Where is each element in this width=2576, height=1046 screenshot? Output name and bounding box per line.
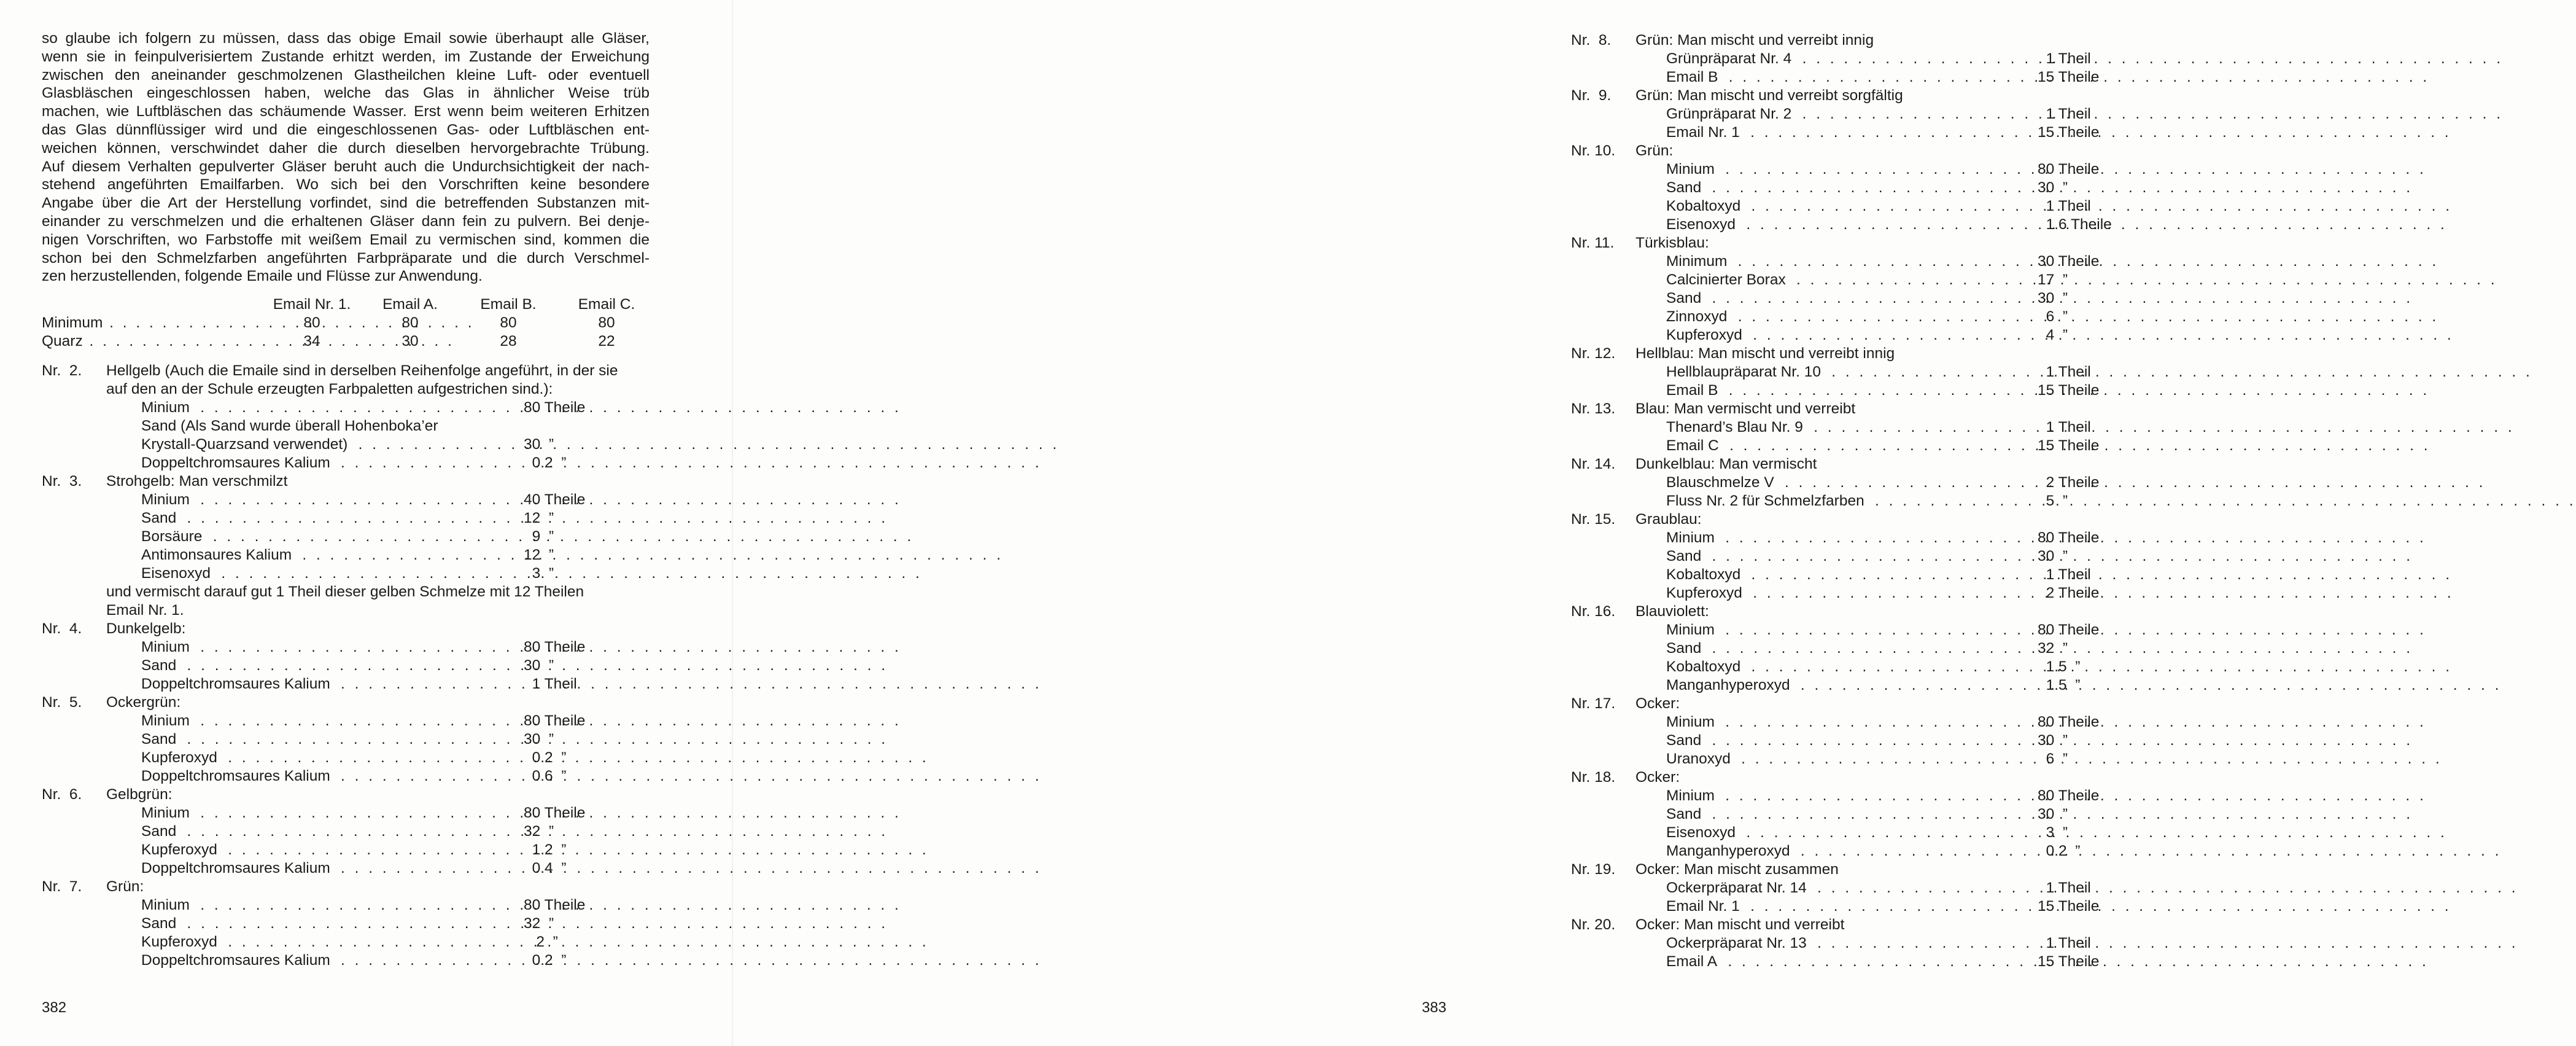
table-cell: 30	[402, 333, 419, 349]
ingredient-name-cell	[1666, 529, 2035, 547]
ingredient-name-cell	[1666, 198, 2035, 215]
recipe	[42, 473, 584, 620]
ingredient-name-cell	[141, 915, 519, 932]
recipe-number: Nr. 10.	[1571, 142, 1616, 159]
ingredient-amount: 1 Theil	[2038, 566, 2091, 583]
table-cell: 34	[303, 333, 320, 349]
ingredient-name: Sand	[1666, 179, 1705, 196]
ingredient-name-cell	[141, 731, 519, 748]
recipe-title: Grün: Man mischt und verreibt sorgfältig	[1635, 87, 1903, 104]
ingredient-name: Email B	[1666, 382, 1721, 399]
recipe-number: Nr. 7.	[42, 878, 82, 895]
table-cell: 28	[500, 333, 517, 349]
ingredient-amount: 2 Theile	[2038, 585, 2100, 601]
recipe-title: Hellgelb (Auch die Emaile sind in derselben Reihenfolge angeführt, in der sie	[106, 362, 618, 379]
recipe-title: Blauviolett:	[1635, 603, 1709, 620]
ingredient-name-cell	[1666, 437, 2035, 455]
ingredient-name: Doppeltchromsaures Kalium	[141, 952, 334, 969]
ingredient-amount: 32 ”	[524, 915, 554, 932]
ingredient-amount: 80 Theile	[2038, 622, 2100, 638]
ingredient-name: Sand	[141, 915, 180, 932]
ingredient-name: Doppeltchromsaures Kalium	[141, 676, 334, 692]
recipe-title: Ocker: Man mischt und verreibt	[1635, 916, 1845, 933]
ingredient-name-cell	[1666, 493, 2035, 510]
ingredient-name: Grünpräparat Nr. 4	[1666, 50, 1795, 67]
ingredient-name: Ockerpräparat Nr. 13	[1666, 935, 1810, 951]
recipe-heading	[42, 694, 584, 712]
recipe	[42, 620, 584, 694]
paragraph-line: Glasbläschen eingeschlossen haben, welche das Glas in ähnlicher Weise trüb	[42, 85, 650, 102]
ingredient-amount: 80 Theile	[2038, 529, 2100, 546]
recipe-heading	[42, 620, 584, 639]
ingredient-amount: 0.4 ”	[524, 860, 567, 876]
recipe	[42, 786, 584, 878]
ingredient-name: Sand	[141, 657, 180, 674]
paragraph-line: das Glas dünnflüssiger wird und die eingeschlossenen Gas- oder Luftbläschen ent-	[42, 121, 650, 138]
ingredient-name: Eisenoxyd	[141, 565, 214, 582]
paragraph-line: stehend angeführten Emailfarben. Wo sich bei den Vorschriften keine besondere	[42, 176, 650, 193]
ingredient-name: Sand	[1666, 290, 1705, 306]
ingredient-amount: 40 Theile	[524, 491, 586, 508]
ingredient-name-cell	[1666, 714, 2035, 731]
ingredient-amount: 4 ”	[2038, 327, 2068, 343]
ingredient-row	[42, 639, 584, 657]
ingredient-amount: 12 ”	[524, 510, 554, 526]
ingredient-row	[42, 712, 584, 731]
ingredient-amount: 30 ”	[2038, 548, 2068, 564]
ingredient-name-cell	[1666, 787, 2035, 805]
ingredient-name-cell	[1666, 364, 2035, 381]
ingredient-name-cell	[141, 436, 519, 453]
ingredient-amount: 15 Theile	[2038, 898, 2100, 915]
ingredient-name: Kupferoxyd	[141, 934, 221, 950]
paragraph-line: weichen können, verschwindet daher die durch dieselben hervorgebrachte Trübung.	[42, 139, 650, 157]
recipe-title: Dunkelgelb:	[106, 620, 186, 637]
ingredient-amount: 30 ”	[524, 436, 554, 453]
ingredient-name-cell	[1666, 622, 2035, 639]
recipe-number: Nr. 2.	[42, 362, 82, 379]
ingredient-row	[42, 749, 584, 768]
ingredient-name: Email A	[1666, 953, 1721, 970]
ingredient-row	[42, 436, 584, 455]
recipe-number: Nr. 14.	[1571, 456, 1616, 472]
ingredient-name: Minium	[141, 399, 193, 416]
ingredient-name: Kobaltoxyd	[1666, 198, 1744, 214]
ingredient-name: Uranoxyd	[1666, 751, 1734, 767]
ingredient-name: Fluss Nr. 2 für Schmelzfarben	[1666, 493, 1868, 509]
table-cell: 80	[303, 314, 320, 331]
ingredient-name-cell	[1666, 566, 2035, 583]
recipe-number: Nr. 18.	[1571, 769, 1616, 786]
ingredient-amount: 1 Theil	[2038, 106, 2091, 122]
ingredient-amount: 80 Theile	[2038, 714, 2100, 730]
ingredient-amount: 0.2 ”	[2038, 843, 2081, 859]
ingredient-amount: 1 Theil	[2038, 419, 2091, 435]
ingredient-name-cell	[1666, 824, 2035, 841]
ingredient-name-cell	[141, 712, 519, 730]
ingredient-name-cell	[1666, 69, 2035, 86]
ingredient-name: Minium	[1666, 787, 1718, 804]
page-number: 383	[1421, 999, 1446, 1016]
recipe-title: Ocker:	[1635, 769, 1680, 786]
ingredient-amount: 3 ”	[2038, 824, 2068, 841]
intro-paragraph	[42, 29, 650, 286]
ingredient-name-cell	[141, 510, 519, 527]
ingredient-name: Hellblaupräparat Nr. 10	[1666, 364, 1825, 380]
ingredient-name-cell	[1666, 50, 2035, 68]
ingredient-amount: 2 ”	[524, 934, 558, 950]
recipe-number: Nr. 12.	[1571, 345, 1616, 362]
ingredient-name-cell	[1666, 658, 2035, 676]
recipe	[42, 362, 618, 473]
ingredient-name-cell	[1666, 161, 2035, 178]
ingredient-amount: 1.2 ”	[524, 841, 567, 858]
recipe-number: Nr. 19.	[1571, 861, 1616, 878]
ingredient-name: Sand	[141, 510, 180, 526]
ingredient-amount: 30 ”	[524, 731, 554, 747]
ingredient-name-cell	[1666, 179, 2035, 197]
recipe-title: Dunkelblau: Man vermischt	[1635, 456, 1817, 472]
ingredient-row	[42, 676, 584, 694]
recipe-number: Nr. 17.	[1571, 695, 1616, 712]
recipe-title-continued	[42, 381, 584, 399]
ingredient-name: Kupferoxyd	[141, 749, 221, 766]
ingredient-name: Krystall-Quarzsand verwendet)	[141, 436, 351, 453]
ingredient-name-cell	[141, 528, 519, 545]
paragraph-line: so glaube ich folgern zu müssen, dass das obige Email sowie überhaupt alle Gläser,	[42, 30, 650, 47]
ingredient-name: Kupferoxyd	[1666, 585, 1746, 601]
ingredient-name: Email C	[1666, 437, 1723, 454]
ingredient-amount: 17 ”	[2038, 271, 2068, 288]
ingredient-row	[42, 731, 584, 749]
ingredient-amount: 3 ”	[524, 565, 554, 582]
ingredient-name-cell	[141, 823, 519, 840]
recipe-title: Blau: Man vermischt und verreibt	[1635, 400, 1856, 417]
recipe	[42, 694, 584, 786]
ingredient-name: Doppeltchromsaures Kalium	[141, 455, 334, 471]
paragraph-line: wenn sie in feinpulverisiertem Zustande erhitzt werden, im Zustande der Erweichung	[42, 48, 650, 65]
ingredient-name: Sand	[141, 823, 180, 840]
ingredient-name: Manganhyperoxyd	[1666, 843, 1794, 859]
recipe-heading	[42, 878, 584, 897]
ingredient-name-cell	[141, 455, 519, 472]
ingredient-name: Minium	[141, 897, 193, 913]
ingredient-amount: 15 Theile	[2038, 437, 2100, 454]
page-number: 382	[42, 999, 67, 1016]
paragraph-line: machen, wie Luftbläschen das schäumende Wasser. Erst wenn beim weiteren Erhitzen	[42, 103, 650, 120]
ingredient-name-cell	[1666, 935, 2035, 952]
table-cell: 80	[500, 314, 517, 331]
recipe-title: Hellblau: Man mischt und verreibt innig	[1635, 345, 1895, 362]
ingredient-name-cell	[141, 841, 519, 859]
ingredient-name: Email B	[1666, 69, 1721, 85]
table-header: Email A.	[382, 296, 438, 313]
recipe-list-left	[42, 362, 618, 970]
ingredient-name-cell	[1666, 308, 2035, 326]
ingredient-amount: 80 Theile	[524, 805, 586, 821]
ingredient-amount: 0.2 ”	[524, 455, 567, 471]
ingredient-amount: 1 Theil	[2038, 935, 2091, 951]
recipe-title: Strohgelb: Man verschmilzt	[106, 473, 288, 490]
ingredient-name: Blauschmelze V	[1666, 474, 1778, 491]
ingredient-row	[42, 547, 584, 565]
recipe-title: Grün:	[1635, 142, 1674, 159]
ingredient-name-cell	[1666, 419, 2035, 436]
ingredient-name-cell	[141, 897, 519, 914]
ingredient-name: Sand	[1666, 806, 1705, 822]
recipe-number: Nr. 8.	[1571, 32, 1612, 49]
ingredient-row	[42, 823, 584, 841]
ingredient-name-cell	[1666, 290, 2035, 307]
recipe-heading	[42, 786, 584, 805]
recipe-title: Grün:	[106, 878, 144, 895]
row-label: Quarz . . .	[42, 333, 275, 350]
recipe-number: Nr. 15.	[1571, 511, 1616, 528]
ingredient-name: Kupferoxyd	[1666, 327, 1746, 343]
ingredient-name-cell	[141, 952, 519, 969]
ingredient-amount: 30 ”	[2038, 290, 2068, 306]
ingredient-amount: 80 Theile	[2038, 161, 2100, 178]
ingredient-name: Email Nr. 1	[1666, 124, 1744, 141]
ingredient-name: Eisenoxyd	[1666, 216, 1739, 233]
paragraph-line: einander zu verschmelzen und die erhaltenen Gläser dann fein zu pulvern. Bei denje-	[42, 213, 650, 230]
ingredient-name-cell	[1666, 585, 2035, 602]
recipe-title: Ocker:	[1635, 695, 1680, 712]
recipe-title: Ockergrün:	[106, 694, 181, 711]
row-label: Minimum . . .	[42, 314, 275, 332]
ingredient-name-cell	[141, 768, 519, 785]
ingredient-name-cell	[1666, 806, 2035, 823]
ingredient-name-cell	[1666, 124, 2035, 141]
ingredient-amount: 80 Theile	[524, 897, 586, 913]
ingredient-amount: 80 Theile	[524, 712, 586, 729]
ingredient-name-cell	[1666, 751, 2035, 768]
ingredient-name: Minium	[141, 712, 193, 729]
ingredient-name-cell	[1666, 548, 2035, 565]
ingredient-row	[42, 805, 584, 823]
ingredient-row	[42, 418, 584, 436]
ingredient-amount: 1 Theil	[2038, 880, 2091, 896]
ingredient-row	[42, 768, 584, 786]
ingredient-name-cell	[141, 860, 519, 877]
ingredient-row	[42, 952, 584, 970]
table-header: Email Nr. 1.	[273, 296, 351, 313]
table-cell: 80	[598, 314, 615, 331]
recipe-title-line: auf den an der Schule erzeugten Farbpaletten aufgestrichen sind.):	[106, 381, 553, 397]
ingredient-name-cell	[1666, 382, 2035, 399]
ingredient-amount: 2 Theile	[2038, 474, 2100, 491]
ingredient-amount: 15 Theile	[2038, 124, 2100, 141]
ingredient-amount: 32 ”	[2038, 640, 2068, 657]
ingredient-amount: 15 Theile	[2038, 953, 2100, 970]
ingredient-name-cell	[141, 399, 519, 416]
ingredient-name-cell	[141, 676, 519, 693]
ingredient-row	[42, 897, 584, 915]
recipe	[42, 878, 584, 970]
ingredient-name-cell	[1666, 271, 2035, 289]
recipe-title: Graublau:	[1635, 511, 1702, 528]
ingredient-name: Sand	[1666, 548, 1705, 564]
ingredient-name-cell	[141, 565, 519, 582]
recipe-heading	[42, 473, 584, 491]
ingredient-row	[42, 657, 584, 676]
recipe-title: Ocker: Man mischt zusammen	[1635, 861, 1839, 878]
recipe-number: Nr. 13.	[1571, 400, 1616, 417]
ingredient-name-cell	[1666, 677, 2035, 694]
recipe-note: Email Nr. 1.	[106, 602, 184, 619]
ingredient-name: Sand (Als Sand wurde überall Hohenboka’er	[141, 418, 442, 434]
ingredient-name: Minium	[1666, 161, 1718, 178]
recipe-number: Nr. 20.	[1571, 916, 1616, 933]
ingredient-amount: 30 ”	[2038, 179, 2068, 196]
ingredient-name-cell	[141, 657, 519, 674]
ingredient-amount: 12 ”	[524, 547, 554, 563]
ingredient-name-cell	[1666, 327, 2035, 344]
ingredient-name: Minium	[141, 639, 193, 655]
ingredient-amount: 80 Theile	[524, 639, 586, 655]
ingredient-name-cell	[1666, 253, 2035, 270]
ingredient-name-cell	[1666, 106, 2035, 123]
recipe-number: Nr. 16.	[1571, 603, 1616, 620]
ingredient-name: Sand	[1666, 640, 1705, 657]
ingredient-name: Minium	[1666, 529, 1718, 546]
ingredient-name: Kobaltoxyd	[1666, 566, 1744, 583]
ingredient-name-cell	[141, 639, 519, 656]
recipe-note: und vermischt darauf gut 1 Theil dieser gelben Schmelze mit 12 Theilen	[106, 583, 584, 600]
ingredient-name: Kobaltoxyd	[1666, 658, 1744, 675]
paragraph-line: Angabe über die Art der Herstellung vorfindet, sind die betreffenden Substanzen mit-	[42, 195, 650, 212]
ingredient-amount: 1 Theil	[2038, 198, 2091, 214]
ingredient-name: Eisenoxyd	[1666, 824, 1739, 841]
table-cell: 80	[402, 314, 419, 331]
ingredient-row	[42, 528, 584, 547]
ingredient-name: Kupferoxyd	[141, 841, 221, 858]
ingredient-amount: 15 Theile	[2038, 382, 2100, 399]
ingredient-amount: 32 ”	[524, 823, 554, 840]
ingredient-name: Calcinierter Borax	[1666, 271, 1790, 288]
ingredient-name: Sand	[1666, 732, 1705, 749]
ingredient-amount: 6 ”	[2038, 751, 2068, 767]
ingredient-amount: 80 Theile	[2038, 787, 2100, 804]
ingredient-row	[42, 860, 584, 878]
ingredient-name-cell	[141, 934, 519, 951]
paragraph-line: nigen Vorschriften, wo Farbstoffe mit weißem Email zu vermischen sind, kommen die	[42, 231, 650, 248]
ingredient-name: Thenard’s Blau Nr. 9	[1666, 419, 1807, 435]
ingredient-name-cell	[1666, 898, 2035, 915]
ingredient-name-cell	[1666, 843, 2035, 860]
ingredient-amount: 0.2 ”	[524, 952, 567, 969]
ingredient-name: Borsäure	[141, 528, 206, 545]
ingredient-name-cell	[1666, 732, 2035, 749]
ingredient-name-cell	[1666, 216, 2035, 233]
paragraph-line: schon bei den Schmelzfarben angeführten Farbpräparate und die durch Verschmel-	[42, 249, 650, 267]
ingredient-name: Doppeltchromsaures Kalium	[141, 768, 334, 784]
ingredient-name: Antimonsaures Kalium	[141, 547, 295, 563]
table-cell: 22	[598, 333, 615, 349]
ingredient-row	[42, 455, 584, 473]
ingredient-amount: 1.5 ”	[2038, 677, 2081, 693]
recipe-number: Nr. 11.	[1571, 235, 1615, 251]
ingredient-name: Sand	[141, 731, 180, 747]
ingredient-amount: 5 ”	[2038, 493, 2068, 509]
ingredient-amount: 15 Theile	[2038, 69, 2100, 85]
ingredient-name-cell	[141, 491, 519, 509]
ingredient-name: Ockerpräparat Nr. 14	[1666, 880, 1810, 896]
table-header: Email B.	[480, 296, 537, 313]
paragraph-line: zen herzustellenden, folgende Emaile und Flüsse zur Anwendung.	[42, 268, 483, 285]
recipe-title: Grün: Man mischt und verreibt innig	[1635, 32, 1874, 49]
ingredient-amount: 30 ”	[2038, 732, 2068, 749]
ingredient-name-cell	[1666, 953, 2035, 970]
ingredient-amount: 30 Theile	[2038, 253, 2100, 270]
ingredient-row	[42, 841, 584, 860]
ingredient-name-cell	[1666, 880, 2035, 897]
ingredient-amount: 9 ”	[524, 528, 554, 545]
ingredient-name-cell	[141, 547, 519, 564]
paragraph-line: Auf diesem Verhalten gepulverter Gläser beruht auch die Undurchsichtigkeit der nach-	[42, 158, 650, 175]
ingredient-name: Zinnoxyd	[1666, 308, 1731, 325]
ingredient-amount: 1 Theil	[2038, 50, 2091, 67]
ingredient-row	[42, 915, 584, 934]
ingredient-name-cell	[141, 418, 519, 435]
ingredient-name: Minimum	[1666, 253, 1731, 270]
ingredient-amount: 0.2 ”	[524, 749, 567, 766]
ingredient-amount: 30 ”	[2038, 806, 2068, 822]
recipe-number: Nr. 6.	[42, 786, 82, 803]
ingredient-row	[42, 399, 584, 418]
ingredient-name: Minium	[1666, 622, 1718, 638]
ingredient-amount: 1.6 Theile	[2038, 216, 2112, 233]
ingredient-amount: 6 ”	[2038, 308, 2068, 325]
ingredient-row	[42, 565, 584, 583]
recipe-title: Türkisblau:	[1635, 235, 1709, 251]
ingredient-name-cell	[1666, 474, 2035, 491]
ingredient-name: Grünpräparat Nr. 2	[1666, 106, 1795, 122]
ingredient-amount: 0.6 ”	[524, 768, 567, 784]
left-page	[0, 0, 732, 1046]
ingredient-amount: 30 ”	[524, 657, 554, 674]
ingredient-name: Manganhyperoxyd	[1666, 677, 1794, 693]
ingredient-row	[42, 934, 584, 952]
recipe-number: Nr. 4.	[42, 620, 82, 637]
ingredient-amount: 80 Theile	[524, 399, 586, 416]
ingredient-name-cell	[141, 805, 519, 822]
recipe-number: Nr. 3.	[42, 473, 82, 490]
ingredient-row	[42, 510, 584, 528]
table-header: Email C.	[578, 296, 635, 313]
recipe-title: Gelbgrün:	[106, 786, 173, 803]
ingredient-name-cell	[1666, 640, 2035, 657]
ingredient-name: Minium	[1666, 714, 1718, 730]
ingredient-name-cell	[141, 749, 519, 767]
recipe-heading	[42, 362, 618, 381]
right-page	[732, 0, 2112, 1046]
ingredient-amount: 1 Theil	[2038, 364, 2091, 380]
paragraph-line: zwischen den aneinander geschmolzenen Glastheilchen kleine Luft- oder eventuell	[42, 66, 650, 84]
ingredient-name: Email Nr. 1	[1666, 898, 1744, 915]
ingredient-name: Minium	[141, 491, 193, 508]
ingredient-name: Minium	[141, 805, 193, 821]
ingredient-name: Doppeltchromsaures Kalium	[141, 860, 334, 876]
recipe-number: Nr. 5.	[42, 694, 82, 711]
ingredient-row	[42, 491, 584, 510]
recipe-number: Nr. 9.	[1571, 87, 1612, 104]
ingredient-amount: 1 Theil	[524, 676, 577, 692]
ingredient-amount: 1.5 ”	[2038, 658, 2081, 675]
